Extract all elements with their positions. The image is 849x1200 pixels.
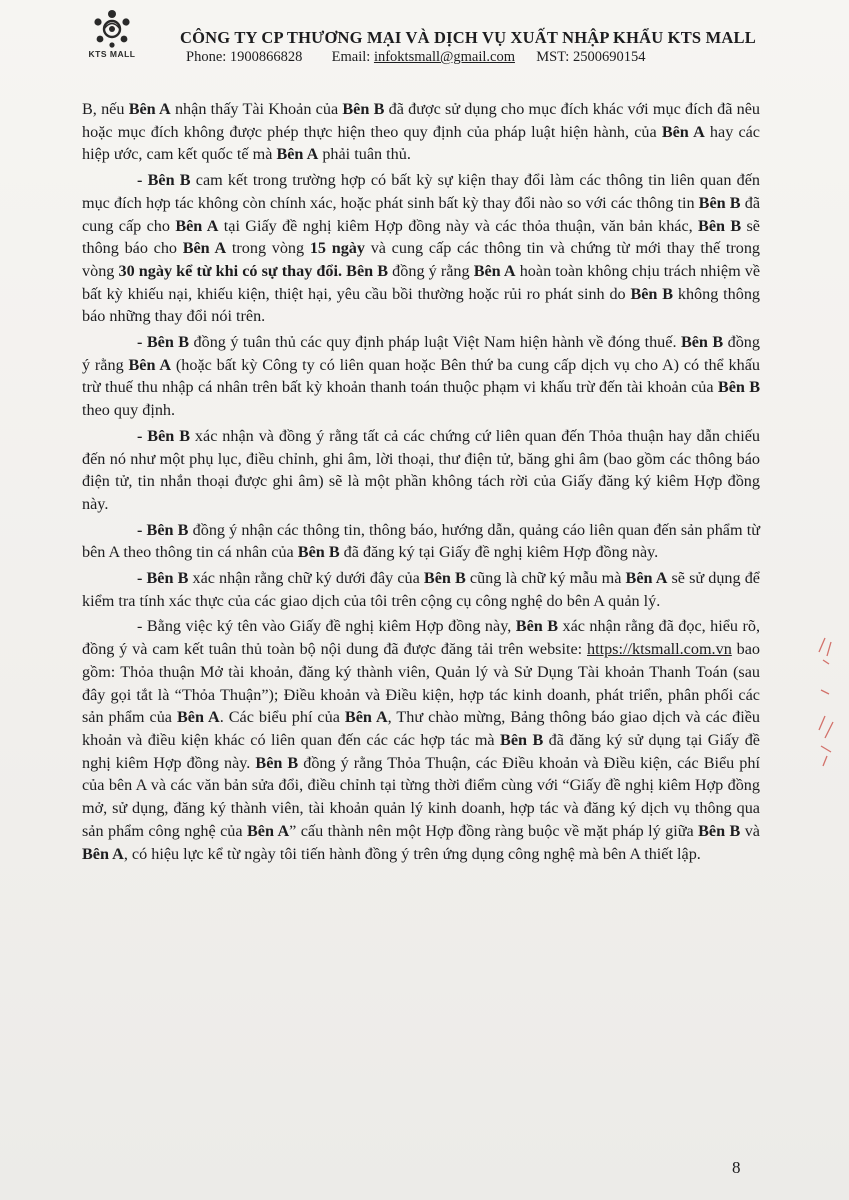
emphasis-text: Bên B: [698, 193, 741, 212]
website-link[interactable]: https://ktsmall.com.vn: [587, 640, 732, 659]
text-run: B, nếu: [82, 100, 129, 118]
text-run: - Bằng việc ký tên vào Giấy đề nghị kiêm Hợp đồng này,: [137, 617, 516, 636]
paragraph-marketing-consent: [82, 519, 760, 564]
page-number: 8: [732, 1158, 741, 1177]
text-run: đã đăng ký sử dụng tại Giấy đề nghị kiêm Hợp đồng này.: [82, 730, 760, 772]
text-run: đồng ý rằng: [388, 261, 474, 280]
emphasis-text: Bên B: [423, 569, 466, 588]
text-run: đã được sử dụng cho mục đích khác với mục đích đã nêu hoặc mục đích không được phép thực hiện theo quy định của pháp luật hiện hành, của: [82, 100, 761, 141]
text-run: đồng ý rằng: [82, 333, 760, 374]
emphasis-text: - Bên B: [137, 520, 189, 539]
text-run: xác nhận và đồng ý rằng tất cả các chứng cứ liên quan đến Thỏa thuận hay dẫn chiếu đến nó như một phụ lục, điều chỉnh, ghi âm, lời thoại, thư điện tử, băng ghi âm (bao gồm các thông báo điện tử, tin nhắn thoại được ghi âm) sẽ là một phần không tách rời của Giấy đăng ký kiêm Hợp đồng này.: [82, 426, 760, 513]
text-run: , Thư chào mừng, Bảng thông báo giao dịch và các điều khoản và điều kiện khác có liên quan đến các các hợp tác mà: [82, 708, 760, 749]
email-label: Email:: [331, 49, 371, 65]
text-run: xác nhận rằng chữ ký dưới đây của: [188, 569, 424, 588]
text-run: hay các hiệp ước, cam kết quốc tế mà: [82, 122, 760, 164]
text-run: và: [740, 821, 760, 840]
text-run: trong vòng: [226, 239, 310, 258]
emphasis-text: Bên A: [175, 216, 219, 235]
emphasis-text: Bên A: [176, 708, 220, 727]
phone-label: Phone:: [186, 49, 227, 65]
kts-mall-logo-icon: [90, 8, 134, 48]
email-value[interactable]: infoktsmall@gmail.com: [373, 49, 515, 65]
text-run: đã đăng ký tại Giấy đề nghị kiêm Hợp đồng này.: [339, 543, 659, 562]
emphasis-text: 30 ngày kể từ khi có sự thay đổi.: [118, 261, 343, 280]
emphasis-text: Bên A: [246, 821, 290, 840]
text-run: . Các biểu phí của: [219, 708, 345, 727]
emphasis-text: Bên B: [680, 333, 724, 352]
text-run: xác nhận rằng đã đọc, hiểu rõ, đồng ý và cam kết tuân thủ toàn bộ nội dung đã được đăng tải trên website:: [82, 617, 760, 659]
emphasis-text: Bên B: [342, 100, 385, 118]
emphasis-text: Bên B: [346, 261, 389, 280]
company-logo: [84, 8, 140, 66]
emphasis-text: - Bên B: [137, 333, 190, 352]
text-run: đồng ý nhận các thông tin, thông báo, hướng dẫn, quảng cáo liên quan đến sản phẩm từ bên A theo thông tin cá nhân của: [82, 520, 760, 562]
text-run: bao gồm: Thỏa thuận Mở tài khoản, đăng ký thành viên, Quản lý và Sử Dụng Tài khoản Thanh Toán (sau đây gọi tắt là “Thỏa Thuận”); Điều khoản và Điều kiện, hợp tác kinh doanh, phát triển, phân phối các sản phẩm của: [82, 640, 761, 727]
emphasis-text: Bên A: [661, 122, 705, 141]
paragraph-account-purpose: [82, 98, 760, 166]
tax-code-label: MST:: [536, 49, 570, 65]
text-run: và cung cấp các thông tin và chứng từ mới thay thế trong vòng: [82, 239, 761, 280]
paragraph-signature-sample: [82, 567, 760, 612]
emphasis-text: - Bên B: [137, 171, 191, 190]
text-run: sẽ thông báo cho: [82, 216, 760, 258]
emphasis-text: Bên B: [698, 216, 742, 235]
emphasis-text: Bên A: [82, 844, 124, 863]
emphasis-text: 15 ngày: [309, 239, 365, 258]
emphasis-text: - Bên B: [137, 569, 189, 588]
logo-text: KTS MALL: [88, 49, 136, 59]
paragraph-terms-acceptance: [82, 615, 760, 865]
tax-code-value: 2500690154: [572, 49, 646, 65]
text-run: theo quy định.: [82, 401, 176, 420]
letterhead: [78, 6, 778, 70]
contact-line: [186, 49, 645, 66]
emphasis-text: Bên A: [473, 261, 516, 280]
emphasis-text: Bên A: [128, 100, 171, 118]
text-run: không thông báo những thay đổi nói trên.: [82, 284, 761, 326]
paragraph-tax-compliance: [82, 331, 760, 422]
text-run: đồng ý tuân thủ các quy định pháp luật Việt Nam hiện hành về đóng thuế.: [189, 333, 681, 352]
text-run: , có hiệu lực kể từ ngày tôi tiến hành đồng ý trên ứng dụng công nghệ mà bên A thiết lập.: [123, 844, 701, 863]
emphasis-text: Bên B: [500, 730, 544, 749]
emphasis-text: - Bên B: [137, 426, 191, 445]
text-run: sẽ sử dụng để kiểm tra tính xác thực của các giao dịch của tôi trên cộng cụ công nghệ do bên A quản lý.: [82, 569, 760, 610]
text-run: nhận thấy Tài Khoản của: [170, 100, 343, 118]
text-run: đã cung cấp cho: [82, 193, 760, 235]
emphasis-text: Bên B: [255, 753, 299, 772]
emphasis-text: Bên A: [344, 708, 388, 727]
phone-value: 1900866828: [229, 49, 303, 65]
text-run: hoàn toàn không chịu trách nhiệm về bất kỳ khiếu nại, khiếu kiện, thiệt hại, yêu cầu bồi thường hoặc rủi ro phát sinh do: [82, 261, 761, 303]
paragraph-change-notification: [82, 169, 760, 328]
text-run: cũng là chữ ký mẫu mà: [465, 569, 626, 588]
emphasis-text: Bên A: [625, 569, 668, 588]
emphasis-text: Bên B: [515, 617, 559, 636]
paragraph-evidence: [82, 425, 760, 516]
company-name: CÔNG TY CP THƯƠNG MẠI VÀ DỊCH VỤ XUẤT NHẬP KHẨU KTS MALL: [180, 28, 756, 47]
red-stamp-edge-icon: [805, 630, 845, 770]
emphasis-text: Bên A: [276, 145, 319, 164]
text-run: cam kết trong trường hợp có bất kỳ sự kiện thay đổi làm các thông tin liên quan đến mục đích hợp tác không còn chính xác, hoặc phát sinh bất kỳ thay đổi nào so với các thông tin: [82, 171, 760, 212]
emphasis-text: Bên A: [182, 239, 227, 258]
text-run: tại Giấy đề nghị kiêm Hợp đồng này và các thỏa thuận, văn bản khác,: [218, 216, 699, 235]
contract-body: [82, 98, 760, 865]
text-run: phải tuân thủ.: [318, 145, 411, 164]
emphasis-text: Bên A: [128, 355, 172, 374]
emphasis-text: Bên B: [698, 821, 741, 840]
emphasis-text: Bên B: [630, 284, 674, 303]
emphasis-text: Bên B: [717, 378, 760, 397]
emphasis-text: Bên B: [297, 543, 340, 562]
text-run: đồng ý rằng Thỏa Thuận, các Điều khoản và Điều kiện, các Biểu phí của bên A và các văn bản sửa đổi, điều chỉnh tại từng thời điểm cùng với “Giấy đề nghị kiêm Hợp đồng mở, sử dụng, đăng ký thành viên, tài khoản quản lý kinh doanh, hợp tác và đăng ký dịch vụ thông qua sản phẩm công nghệ của: [82, 753, 760, 840]
text-run: (hoặc bất kỳ Công ty có liên quan hoặc Bên thứ ba cung cấp dịch vụ cho A) có thể khấu trừ thuế thu nhập cá nhân trên bất kỳ khoản thanh toán thuộc phạm vi khấu trừ đến tài khoản của: [82, 355, 760, 397]
text-run: ” cấu thành nên một Hợp đồng ràng buộc về mặt pháp lý giữa: [289, 821, 699, 840]
